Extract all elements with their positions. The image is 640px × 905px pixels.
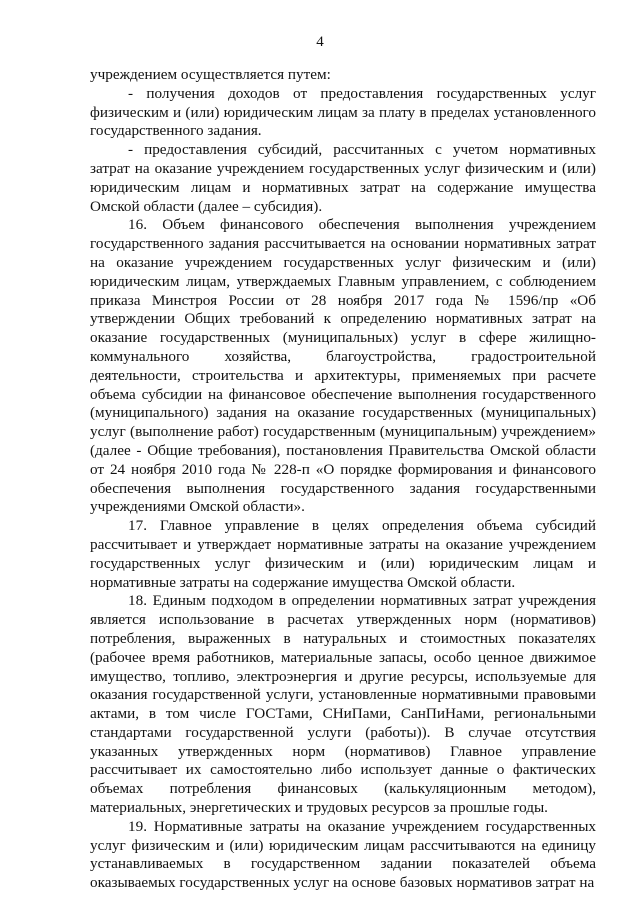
page-number: 4 bbox=[316, 34, 324, 50]
paragraph-17: 17. Главное управление в целях определения объема субсидий рассчитывает и утверждает нормативные затраты на оказание учреждением государственных услуг физическим и (или) юридическим лицам и нормативные затраты на содержание имущества Омской области. bbox=[90, 517, 596, 591]
paragraph-income-item: - получения доходов от предоставления государственных услуг физическим и (или) юридическим лицам за плату в пределах установленного государственного задания. bbox=[90, 84, 596, 140]
paragraph-19: 19. Нормативные затраты на оказание учреждением государственных услуг физическим и (или) юридическим лицам рассчитываются на единицу устанавливаемых в государственном задании показателей объема оказываемых государственных услуг на основе базовых нормативов затрат на bbox=[90, 817, 596, 892]
document-body bbox=[90, 66, 596, 893]
paragraph-subsidy-item: - предоставления субсидий, рассчитанных с учетом нормативных затрат на оказание учреждением государственных услуг физическим и (или) юридическим лицам и нормативных затрат на содержание имущества Омской области (далее – субсидия). bbox=[90, 141, 596, 215]
paragraph-16: 16. Объем финансового обеспечения выполнения учреждением государственного задания рассчитывается на основании нормативных затрат на оказание учреждением государственных услуг физическим и (или) юридическим лицам, утверждаемых Главным управлением, с соблюдением приказа Минстроя России от 28 ноября 2017 года № 1596/пр «Об утверждении Общих требований к определению нормативных затрат на оказание государственных (муниципальных) услуг в сфере жилищно-коммунального хозяйства, благоустройства, градостроительной деятельности, строительства и архитектуры, применяемых при расчете объема субсидии на финансовое обеспечение выполнения государственного (муниципального) задания на оказание государственных (муниципальных) услуг (выполнение работ) государственным (муниципальным) учреждением» (далее - Общие требования), постановления Правительства Омской области от 24 ноября 2010 года № 228-п «О порядке формирования и финансового обеспечения выполнения государственного задания государственными учреждениями Омской области». bbox=[90, 216, 596, 516]
paragraph-18: 18. Единым подходом в определении нормативных затрат учреждения является использование в расчетах утвержденных норм (нормативов) потребления, выраженных в натуральных и стоимостных показателях (рабочее время работников, материальные запасы, особо ценное движимое имущество, топливо, электроэнергия и другие ресурсы, используемые для оказания государственной услуги, установленные нормативными правовыми актами, в том числе ГОСТами, СНиПами, СанПиНами, региональными стандартами государственной услуги (работы)). В случае отсутствия указанных утвержденных норм (нормативов) Главное управление рассчитывает их самостоятельно либо использует данные о фактических объемах потребления финансовых (калькуляционным методом), материальных, энергетических и трудовых ресурсов за прошлые годы. bbox=[90, 592, 596, 817]
paragraph-continuation: учреждением осуществляется путем: bbox=[90, 66, 331, 83]
